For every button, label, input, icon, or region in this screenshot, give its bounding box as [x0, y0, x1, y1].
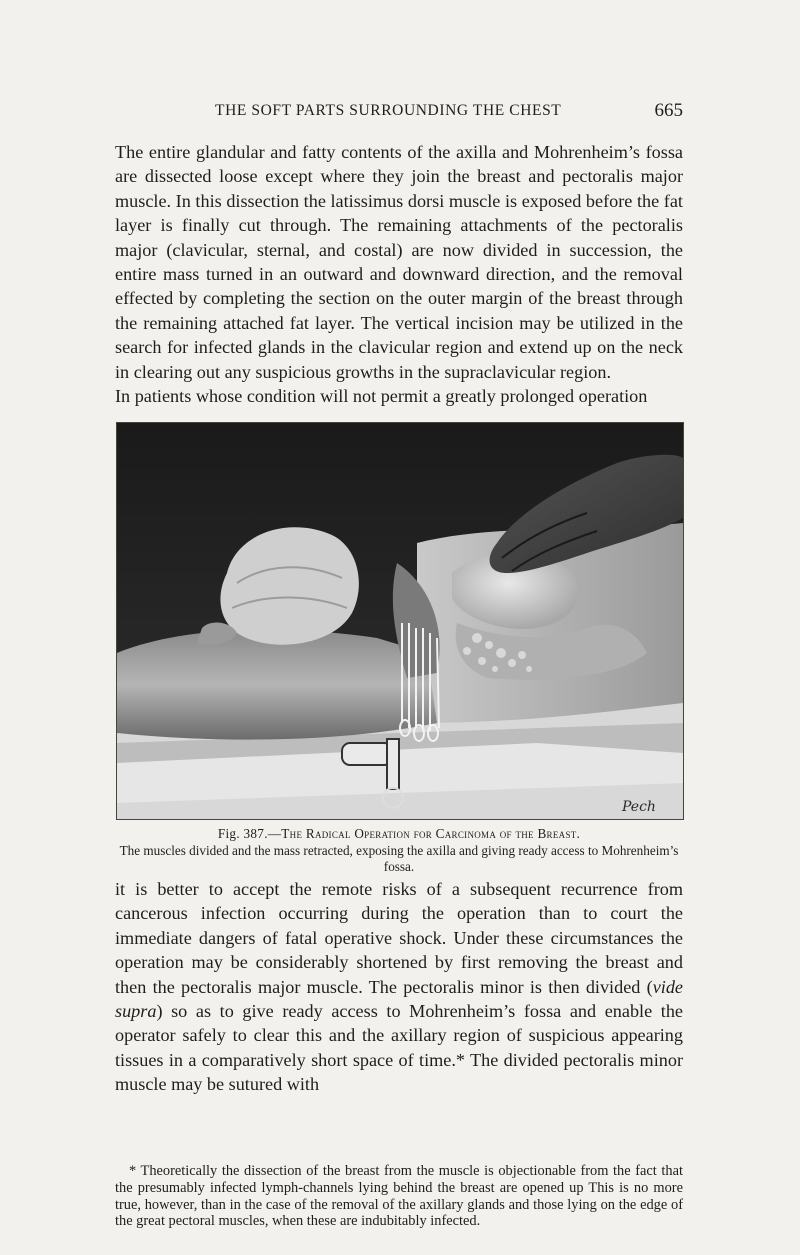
figure-caption-title: Fig. 387.—The Radical Operation for Carcinoma of the Breast. [217, 826, 581, 841]
figure-illustration [116, 422, 684, 820]
paragraph-axilla-dissection-text: The entire glandular and fatty contents of the axilla and Mohrenheim’s fossa are dissected loose except where they join the breast and pectoralis major muscle. In this dissection the latissimus dorsi muscle is exposed before the fat layer is finally cut through. The remaining attachments of the pectoralis major (clavicular, sternal, and costal) are now divided in succession, the entire mass turned in an outward and downward direction, and the removal effected by completing the section on the outer margin of the breast through the remaining attached fat layer. The vertical incision may be utilized in the search for infected glands in the clavicular region and extend up on the neck in clearing out any suspicious growths in the supraclavicular region. [115, 142, 683, 382]
figure-label: Fig. 387. [217, 826, 268, 841]
patient-arm [117, 630, 437, 740]
running-head-title: THE SOFT PARTS SURROUNDING THE CHEST [215, 102, 562, 119]
paragraph-axilla-dissection [115, 140, 683, 384]
paragraph-2-italic: vide supra [115, 976, 683, 1022]
paragraph-2-end: ) so as to give ready access to Mohrenheim’s fossa and enable the operator safely to clear this and the axillary region of suspicious appearing tissues in a comparatively short space of time.* The divided pectoralis minor muscle may be sutured with [115, 1001, 683, 1095]
paragraph-shortened-operation [115, 877, 683, 1097]
page-number: 665 [654, 100, 683, 121]
body-text-top [115, 140, 683, 408]
surgical-illustration [117, 423, 683, 819]
figure-title: The Radical Operation for Carcinoma of the Breast. [281, 826, 581, 841]
paragraph-prolonged-operation-text: In patients whose condition will not permit a greatly prolonged operation [115, 386, 648, 407]
footnote [115, 1163, 683, 1230]
artist-signature: Pech [622, 799, 656, 815]
paragraph-prolonged-operation [115, 384, 683, 408]
running-head [115, 102, 683, 126]
body-text-bottom [115, 877, 683, 1097]
footnote-text: * Theoretically the dissection of the breast from the muscle is objectionable from the fact that the presumably infected lymph-channels lying behind the breast are opened up This is no more true, however, than in the case of the removal of the axillary glands and those lying on the edge of the great pectoral muscles, when these are indubitably infected. [115, 1163, 683, 1230]
figure-caption: The muscles divided and the mass retracted, exposing the axilla and giving ready access to Mohrenheim’s fossa. [119, 843, 679, 874]
paragraph-2-start: it is better to accept the remote risks of a subsequent recurrence from cancerous infection occurring during the operation than to court the immediate dangers of fatal operative shock. Under these circumstances the operation may be considerably shortened by first removing the breast and then the pectoralis major muscle. The pectoralis minor is then divided ( [115, 879, 683, 997]
